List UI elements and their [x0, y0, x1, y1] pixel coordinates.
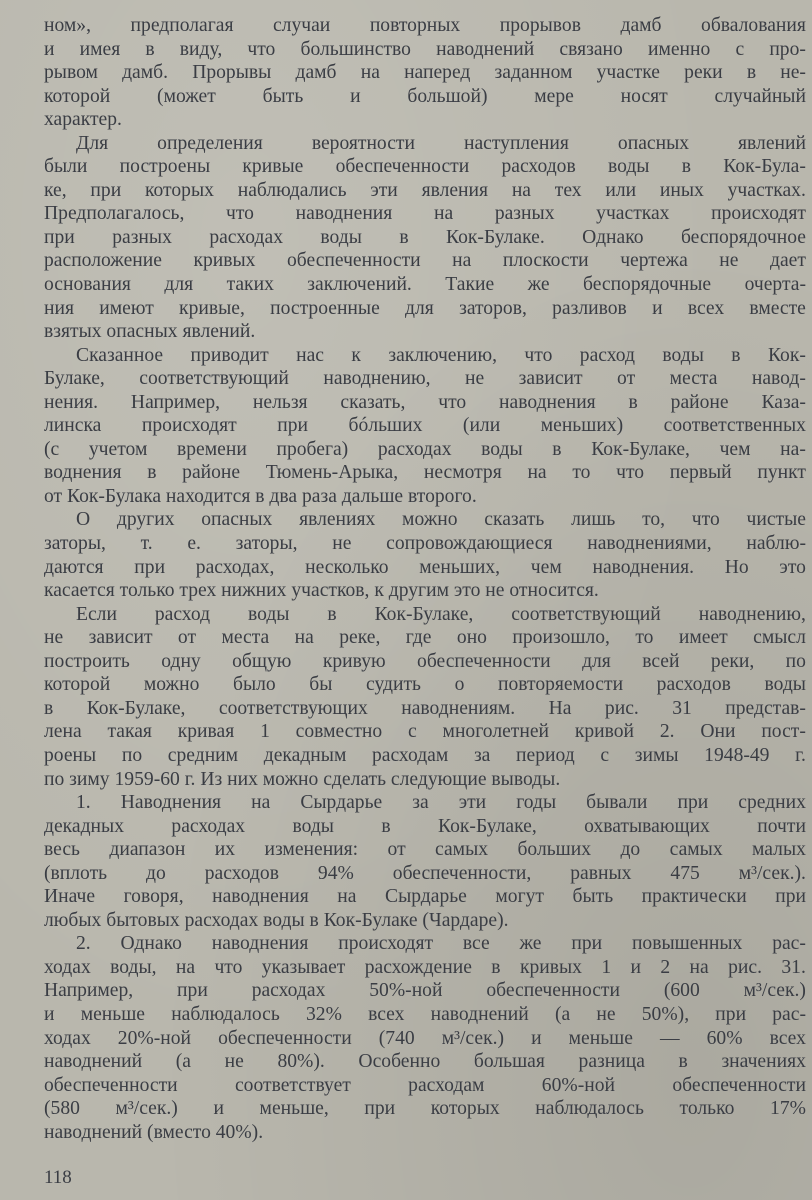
- text-line: Предполагалось, что наводнения на разных участках происходят: [44, 203, 806, 225]
- text-line: (580 м³/сек.) и меньше, при которых наблюдалось только 17%: [44, 1098, 806, 1120]
- text-line: любых бытовых расходах воды в Кок-Булаке (Чардаре).: [44, 909, 509, 931]
- text-line: при разных расходах воды в Кок-Булаке. Однако беспорядочное: [44, 226, 806, 248]
- text-line: в Кок-Булаке, соответствующих наводнениям. На рис. 31 представ-: [44, 697, 806, 719]
- text-line: взятых опасных явлений.: [44, 321, 256, 343]
- text-line: были построены кривые обеспеченности расходов воды в Кок-Була-: [44, 156, 806, 178]
- page-text: [44, 14, 806, 1144]
- text-line: построить одну общую кривую обеспеченности для всей реки, по: [44, 650, 806, 672]
- text-line: нения. Например, нельзя сказать, что наводнения в районе Каза-: [44, 391, 806, 413]
- text-line: О других опасных явлениях можно сказать лишь то, что чистые: [76, 509, 806, 531]
- text-line: наводнений (а не 80%). Особенно большая разница в значениях: [44, 1051, 806, 1073]
- text-line: ходах воды, на что указывает расхождение в кривых 1 и 2 на рис. 31.: [44, 956, 806, 978]
- text-line: Для определения вероятности наступления опасных явлений: [76, 132, 806, 154]
- text-line: Иначе говоря, наводнения на Сырдарье могут быть практически при: [44, 886, 806, 908]
- text-line: и имея в виду, что большинство наводнений связано именно с про-: [44, 38, 806, 60]
- text-line: основания для таких заключений. Такие же беспорядочные очерта-: [44, 274, 806, 296]
- text-line: 1. Наводнения на Сырдарье за эти годы бывали при средних: [76, 792, 806, 814]
- text-line: лена такая кривая 1 совместно с многолетней кривой 2. Они пост-: [44, 721, 806, 743]
- text-line: Булаке, соответствующий наводнению, не зависит от места навод-: [44, 368, 806, 390]
- text-line: декадных расходах воды в Кок-Булаке, охватывающих почти: [44, 815, 806, 837]
- text-line: весь диапазон их изменения: от самых больших до самых малых: [44, 839, 806, 861]
- text-line: рывом дамб. Прорывы дамб на наперед заданном участке реки в не-: [44, 62, 806, 84]
- text-line: Например, при расходах 50%-ной обеспеченности (600 м³/сек.): [44, 980, 806, 1002]
- text-line: Если расход воды в Кок-Булаке, соответствующий наводнению,: [76, 603, 806, 625]
- text-line: касается только трех нижних участков, к другим это не относится.: [44, 580, 599, 602]
- text-line: роены по средним декадным расходам за период с зимы 1948-49 г.: [44, 744, 806, 766]
- text-line: заторы, т. е. заторы, не сопровождающиеся наводнениями, наблю-: [44, 533, 806, 555]
- text-line: линска происходят при бóльших (или меньших) соответственных: [44, 415, 806, 437]
- text-line: 2. Однако наводнения происходят все же при повышенных рас-: [76, 933, 806, 955]
- text-line: ния имеют кривые, построенные для заторов, разливов и всех вместе: [44, 297, 806, 319]
- text-line: обеспеченности соответствует расходам 60%-ной обеспеченности: [44, 1074, 806, 1096]
- text-line: ке, при которых наблюдались эти явления на тех или иных участках.: [44, 179, 806, 201]
- text-line: даются при расходах, несколько меньших, чем наводнения. Но это: [44, 556, 806, 578]
- text-line: ном», предполагая случаи повторных прорывов дамб обвалования: [44, 15, 806, 36]
- text-line: расположение кривых обеспеченности на плоскости чертежа не дает: [44, 250, 806, 272]
- text-line: не зависит от места на реке, где оно произошло, то имеет смысл: [44, 627, 806, 649]
- text-line: которой можно было бы судить о повторяемости расходов воды: [44, 674, 806, 696]
- text-line: от Кок-Булака находится в два раза дальше второго.: [44, 485, 477, 507]
- text-line: характер.: [44, 109, 122, 131]
- text-line: наводнений (вместо 40%).: [44, 1121, 264, 1143]
- text-line: Сказанное приводит нас к заключению, что расход воды в Кок-: [76, 344, 806, 366]
- page-number: 118: [44, 1167, 72, 1188]
- text-line: (вплоть до расходов 94% обеспеченности, равных 475 м³/сек.).: [44, 862, 806, 884]
- text-line: по зиму 1959-60 г. Из них можно сделать следующие выводы.: [44, 768, 561, 790]
- text-line: и меньше наблюдалось 32% всех наводнений (а не 50%), при рас-: [44, 1003, 806, 1025]
- text-line: ходах 20%-ной обеспеченности (740 м³/сек.) и меньше — 60% всех: [44, 1027, 806, 1049]
- text-line: (с учетом времени пробега) расходах воды в Кок-Булаке, чем на-: [44, 438, 806, 460]
- text-line: которой (может быть и большой) мере носят случайный: [44, 85, 806, 107]
- text-line: воднения в районе Тюмень-Арыка, несмотря на то что первый пункт: [44, 462, 806, 484]
